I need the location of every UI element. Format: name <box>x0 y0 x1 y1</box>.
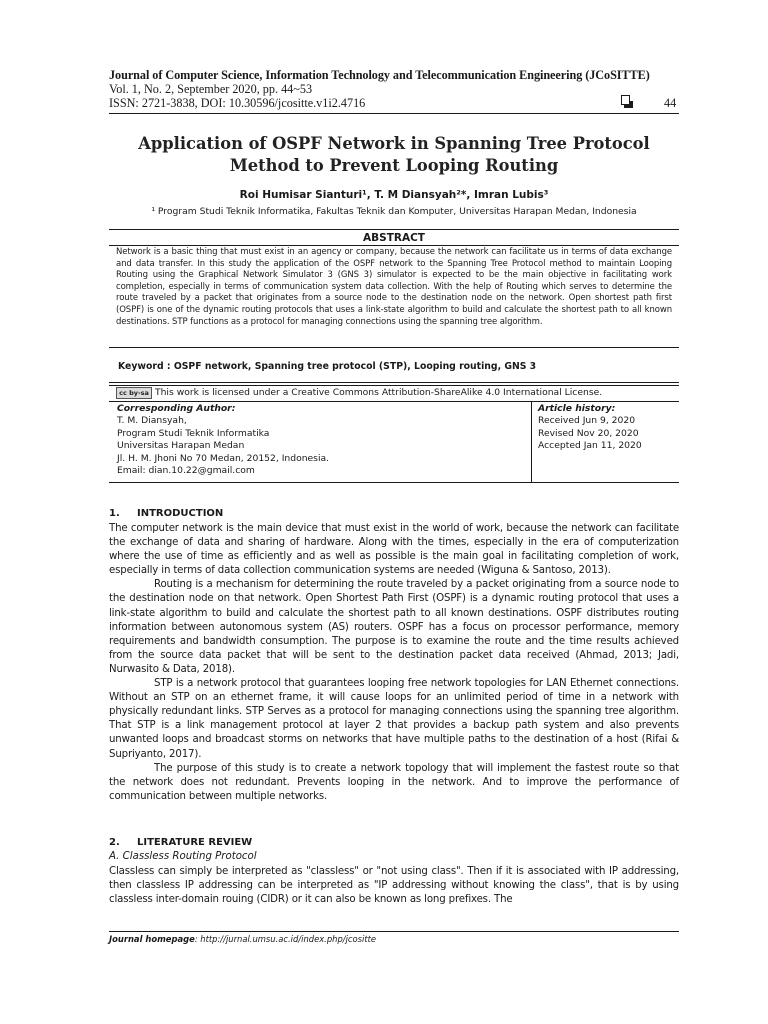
corresponding-line: Jl. H. M. Jhoni No 70 Medan, 20152, Indonesia. <box>117 452 330 464</box>
abstract-heading: ABSTRACT <box>363 232 425 244</box>
paper-affiliation: ¹ Program Studi Teknik Informatika, Fakultas Teknik dan Komputer, Universitas Harapan Medan, Indonesia <box>151 206 637 217</box>
corresponding-label: Corresponding Author: <box>117 403 236 414</box>
corresponding-email: Email: dian.10.22@gmail.com <box>117 465 255 477</box>
license-text: This work is licensed under a Creative Commons Attribution-ShareAlike 4.0 International License. <box>155 387 603 398</box>
journal-homepage <box>109 934 376 944</box>
license-rule-top-inner <box>109 385 679 386</box>
abstract-text: Network is a basic thing that must exist in an agency or company, because the network can facilitate us in terms of data exchange and data transfer. In this study the application of the OSPF network to the Spanning Tree Protocol method to maintain Looping Routing using the Graphical Network Simulator 3 (GNS 3) simulator is expected to be the main objective in facilitating work completion, especially in terms of communication system data collection. With the help of Routing which serves to determine the route traveled by a packet that originates from a source node to the destination node on the network. Open shortest path first (OSPF) is one of the dynamic routing protocols that uses a link-state algorithm to build and calculate the shortest path to all known destinations. STP functions as a protocol for managing connections using the spanning tree algorithm. <box>116 247 672 327</box>
homepage-label: Journal homepage <box>109 934 195 944</box>
page-marker-icon <box>621 95 630 105</box>
history-received: Received Jun 9, 2020 <box>538 415 636 427</box>
section-heading-introduction <box>109 508 223 519</box>
page-number: 44 <box>664 96 677 110</box>
body-paragraph: Classless can simply be interpreted as "classless" or "not using class". Then if it is associated with IP addressing, then classless IP addressing can be interpreted as "IP addressing without knowing the class", that is by using classless inter-domain rouing (CIDR) or it can also be known as long prefixes. The <box>109 866 679 906</box>
journal-volume: Vol. 1, No. 2, September 2020, pp. 44~53 <box>109 82 313 96</box>
history-label: Article history: <box>538 403 616 414</box>
history-revised: Revised Nov 20, 2020 <box>538 427 639 439</box>
cc-license-icon: cc by-sa <box>116 387 152 399</box>
journal-issn-doi: ISSN: 2721-3838, DOI: 10.30596/jcositte.v1i2.4716 <box>109 96 366 110</box>
body-paragraph: STP is a network protocol that guarantees looping free network topologies for LAN Ethernet connections. Without an STP on an ethernet frame, it will cause loops for an unlimited period of time in a network with physically redundant links. STP Serves as a protocol for managing connections using the spanning tree algorithm. That STP is a link management protocol at layer 2 that provides a backup path system and also prevents unwanted loops and broadcast storms on networks that have multiple paths to the destination of a host (Rifai & Supriyanto, 2017). <box>109 678 679 760</box>
section-heading-literature <box>109 837 252 848</box>
homepage-url: : http://jurnal.umsu.ac.id/index.php/jcositte <box>194 934 377 944</box>
paper-authors: Roi Humisar Sianturi¹, T. M Diansyah²*, Imran Lubis³ <box>239 189 549 201</box>
history-accepted: Accepted Jan 11, 2020 <box>538 440 642 452</box>
section-number: 1. <box>109 508 120 519</box>
subsection-heading: A. Classless Routing Protocol <box>109 851 257 862</box>
body-paragraph: The purpose of this study is to create a network topology that will implement the fastest route so that the network does not redundant. Prevents looping in the network. And to improve the performance of communication between multiple networks. <box>109 762 679 802</box>
section-title: LITERATURE REVIEW <box>137 837 253 848</box>
corresponding-author <box>117 403 329 477</box>
introduction-body <box>109 522 679 804</box>
license-rule-top <box>109 382 679 383</box>
article-meta-divider <box>531 402 532 483</box>
article-history <box>538 403 642 453</box>
journal-name: Journal of Computer Science, Information Technology and Telecommunication Engineering (JCoSITTE) <box>109 68 650 82</box>
paper-title: Application of OSPF Network in Spanning Tree Protocol Method to Prevent Looping Routing <box>138 134 650 175</box>
literature-body <box>109 865 679 907</box>
corresponding-line: Universitas Harapan Medan <box>117 440 245 452</box>
section-title: INTRODUCTION <box>137 508 224 519</box>
body-paragraph: Routing is a mechanism for determining the route traveled by a packet originating from a source node to the destination node on that network. Open Shortest Path First (OSPF) is a dynamic routing protocol that uses a link-state algorithm to build and calculate the shortest path to all known destinations. OSPF distributes routing information between autonomous system (AS) routers. OSPF has a focus on processor performance, memory requirements and bandwidth consumption. The purpose is to examine the route and the time results achieved from the source data packet that will be sent to the destination packet data received (Ahmad, 2013; Jadi, Nurwasito & Data, 2018). <box>109 579 679 675</box>
footer-rule <box>109 931 679 932</box>
corresponding-line: T. M. Diansyah, <box>117 415 187 427</box>
keywords: Keyword : OSPF network, Spanning tree protocol (STP), Looping routing, GNS 3 <box>118 361 537 372</box>
section-number: 2. <box>109 837 120 848</box>
corresponding-line: Program Studi Teknik Informatika <box>117 427 270 439</box>
abstract-divider <box>109 245 679 246</box>
body-paragraph: The computer network is the main device that must exist in the world of work, because the network can facilitate the exchange of data and sharing of hardware. Along with the times, especially in the era of computerization where the use of time as efficiently and as well as possible is the main goal in facilitating completion of work, especially in terms of data collection communication systems are needed (Wiguna & Santoso, 2013). <box>109 523 679 577</box>
header-rule <box>109 113 679 114</box>
